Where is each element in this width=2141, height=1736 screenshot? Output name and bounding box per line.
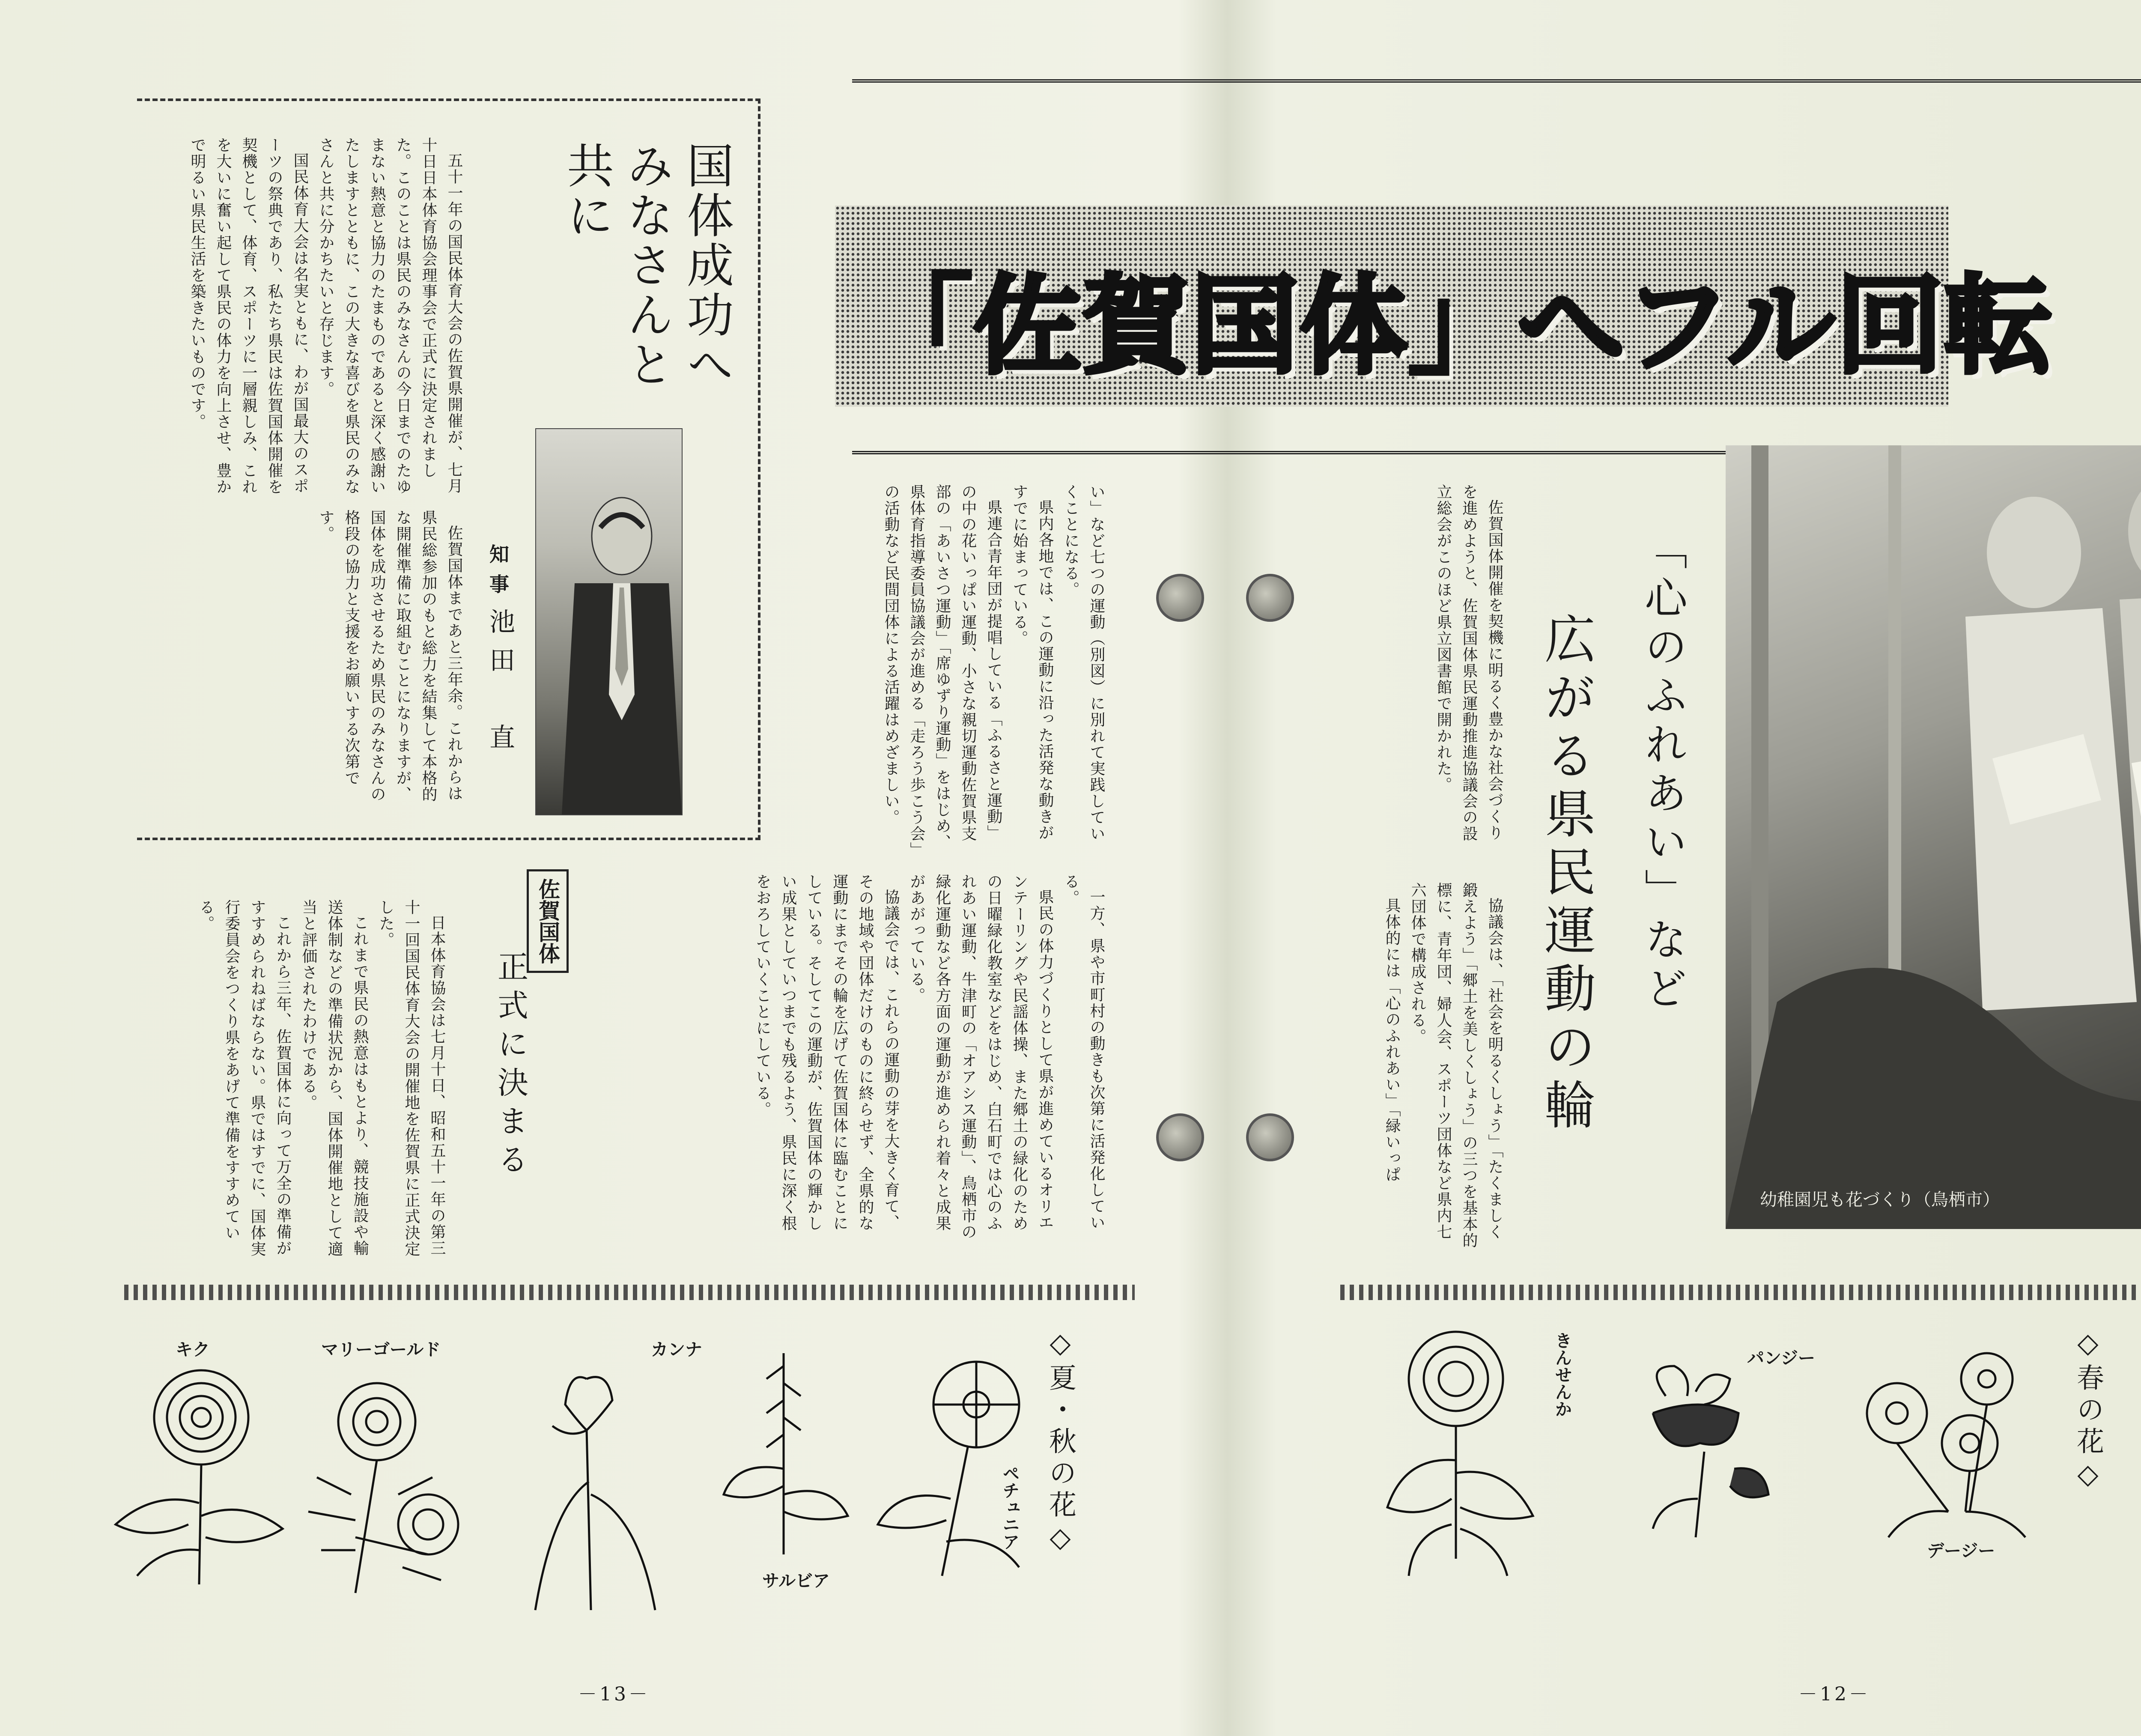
greeting-heading-line: 共に	[559, 141, 614, 241]
movement-intro-lower	[1327, 882, 1507, 1250]
canna-illustration	[501, 1353, 672, 1619]
greeting-paragraph: 五十一年の国民体育大会の佐賀県開催が、七月十日日本体育協会理事会で正式に決定されました。このことは県民のみなさんの今日までのたゆまない熱意と協力のたまものであると深く感謝いたしますとともに、この大きな喜びを県民のみなさんと共に分かちたいと存じます。	[317, 137, 463, 495]
page-number-left: －13－	[578, 1683, 650, 1705]
binding-hole	[1246, 1113, 1294, 1161]
movement-intro-paragraph: 佐賀国体開催を契機に明るく豊かな社会づくりを進めようと、佐賀国体県民運動推進協議会の設立総会がこのほど県立図書館で開かれた。	[1434, 484, 1503, 842]
daisy-illustration	[1841, 1349, 2047, 1546]
movement-intro-paragraph: 協議会は、「社会を明るくしょう」「たくましく鍛えよう」「郷土を美しくしょう」の三つを基本的標に、青年団、婦人会、スポーツ団体など県内七六団体で構成される。	[1409, 882, 1503, 1249]
pansy-illustration	[1627, 1357, 1781, 1546]
flower-label-daisy: デージー	[1927, 1541, 1995, 1561]
flower-label-kinsenka: きんせんか	[1552, 1332, 1572, 1417]
movement-paragraph: 協議会では、これらの運動の芽を大きく育て、その地域や団体だけのものに終らせず、全県的な運動にまでその輪を広げて佐賀国体に臨むことにしている。そしてこの運動が、佐賀国体の輝かしい成果としていつまでも残るよう、県民に深く根をおろしていくことにしている。	[754, 874, 900, 1232]
decision-paragraph: 日本体育協会は七月十日、昭和五十一年の第三十一回国民体育大会の開催地を佐賀県に正式決定した。	[377, 899, 446, 1257]
binding-hole	[1246, 574, 1294, 622]
movement-paragraph: 一方、県や市町村の動きも次第に活発化している。	[1062, 874, 1105, 1231]
flower-label-marigold: マリーゴールド	[321, 1340, 441, 1360]
binding-hole	[1156, 574, 1204, 622]
page-number-right: －12－	[1798, 1683, 1870, 1705]
movement-intro-paragraph: 具体的には「心のふれあい」「緑いっぱ	[1383, 898, 1401, 1183]
movement-text-lower	[595, 874, 1109, 1242]
flower-label-salvia: サルビア	[762, 1571, 830, 1591]
governor-photo	[535, 428, 683, 815]
greeting-text-bottom	[141, 510, 467, 809]
movement-heading-line2: 広がる県民運動の輪	[1536, 612, 1595, 1136]
marigold-illustration	[291, 1366, 480, 1606]
petunia-illustration	[865, 1345, 1045, 1584]
decision-label: 佐賀国体	[527, 869, 569, 973]
greeting-paragraph: 国民体育大会は名実ともに、わが国最大のスポーツの祭典であり、私たち県民は佐賀国体開催を契機として、体育、スポーツに一層親しみ、これを大いに奮い起して県民の体力を向上させ、豊かで明るい県民生活を築きたいものです。	[188, 137, 309, 495]
binding-hole	[1156, 1113, 1204, 1161]
movement-paragraph: 県内各地では、この運動に沿った活発な動きがすでに始まっている。	[1011, 484, 1054, 841]
spring-heading: ◇春の花◇	[2072, 1327, 2104, 1494]
movement-text-upper	[775, 484, 1109, 852]
movement-paragraph: 県連合青年団が提唱している「ふるさと運動」の中の花いっぱい運動、小さな親切運動佐賀県支部の「あいさつ運動」「席ゆずり運動」をはじめ、県体育指導委員協議会が進める「走ろう歩こう会」の活動など民間団体による活躍はめざましい。	[882, 484, 1002, 850]
decision-text	[141, 899, 450, 1268]
author-title: 知事	[486, 544, 510, 604]
ornament-border	[1340, 1285, 2141, 1300]
kiku-illustration	[103, 1362, 291, 1602]
kindergarten-photo	[1726, 445, 2141, 1229]
flower-label-canna: カンナ	[651, 1340, 702, 1360]
author-name: 池田 直	[485, 608, 515, 762]
flower-label-pansy: パンジー	[1747, 1348, 1815, 1368]
ornament-border	[124, 1285, 1135, 1300]
decision-paragraph: これから三年、佐賀国体に向って万全の準備がすすめられねばならない。県ではすでに、国体実行委員会をつくり県をあげて準備をすすめている。	[197, 899, 292, 1257]
movement-intro-upper	[1327, 484, 1507, 852]
greeting-heading-line: みなさんと	[619, 141, 674, 390]
main-title: 「佐賀国体」へフル回転	[865, 264, 2054, 388]
kinsenka-illustration	[1370, 1319, 1550, 1584]
summer-autumn-heading: ◇夏・秋の花◇	[1044, 1327, 1076, 1558]
movement-heading-line1: 「心のふれあい」など	[1637, 527, 1688, 1015]
salvia-illustration	[711, 1340, 856, 1563]
flower-label-petunia: ペチュニア	[1000, 1465, 1020, 1550]
greeting-heading-line: 国体成功へ	[679, 141, 734, 390]
greeting-text-top	[141, 137, 467, 505]
decision-heading: 正式に決まる	[492, 951, 528, 1182]
movement-paragraph: 県民の体力づくりとして県が進めているオリエンテーリングや民謡体操、また郷土の緑化のための日曜緑化教室などをはじめ、白石町では心のふれあい運動、牛津町の「オアシス運動」、鳥栖市の緑化運動など各方面の運動が進められ着々と成果があがっている。	[908, 874, 1054, 1240]
movement-paragraph: い」など七つの運動（別図）に別れて実践していくことになる。	[1062, 484, 1105, 842]
decision-paragraph: これまで県民の熱意はもとより、競技施設や輸送体制などの準備状況から、国体開催地として適当と評価されたわけである。	[300, 899, 369, 1257]
flower-label-kiku: キク	[176, 1340, 210, 1360]
greeting-heading	[557, 141, 737, 441]
greeting-paragraph: 佐賀国体まであと三年余。これからは県民総参加のもと総力を結集して本格的な開催準備に取組むことになりますが、国体を成功させるため県民のみなさんの格段の協力と支援をお願いする次第です。	[317, 510, 463, 802]
photo-caption: 幼稚園児も花づくり（鳥栖市）	[1760, 1190, 2000, 1210]
